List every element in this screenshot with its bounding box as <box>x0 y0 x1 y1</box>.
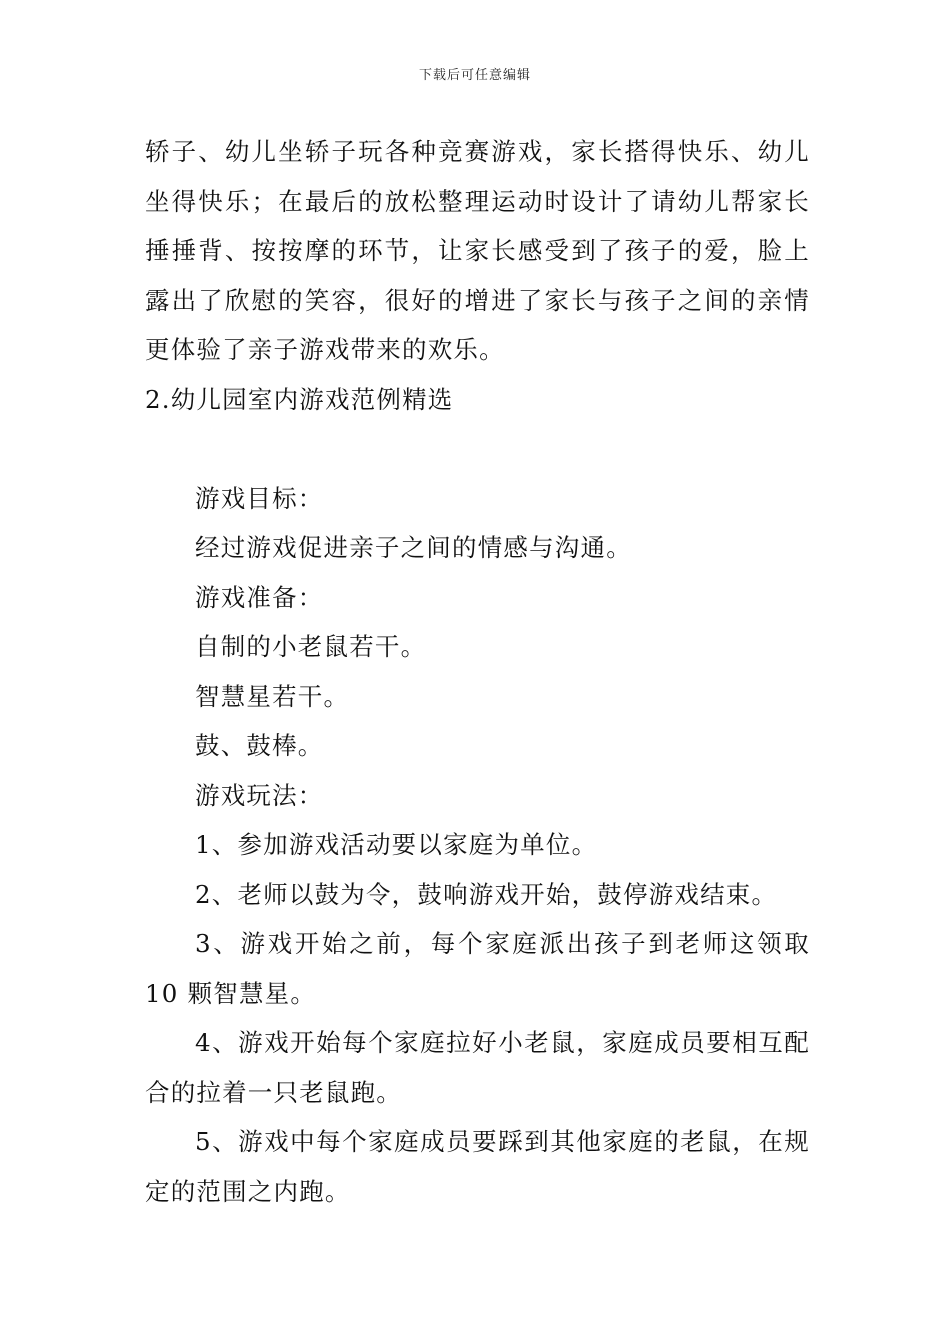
goal-text: 经过游戏促进亲子之间的情感与沟通。 <box>195 533 632 562</box>
section-title: 2.幼儿园室内游戏范例精选 <box>145 384 454 414</box>
rule-item: 5、游戏中每个家庭成员要踩到其他家庭的老鼠，在规定的范围之内跑。 <box>145 1127 810 1206</box>
rule-item: 1、参加游戏活动要以家庭为单位。 <box>195 830 598 859</box>
rule-item: 3、游戏开始之前，每个家庭派出孩子到老师这领取 10 颗智慧星。 <box>145 929 810 1008</box>
prep-item: 鼓、鼓棒。 <box>195 731 324 760</box>
prep-item: 自制的小老鼠若干。 <box>195 632 427 661</box>
document-body <box>145 127 810 1216</box>
intro-paragraph: 轿子、幼儿坐轿子玩各种竞赛游戏，家长搭得快乐、幼儿坐得快乐；在最后的放松整理运动时设计了请幼儿帮家长捶捶背、按按摩的环节，让家长感受到了孩子的爱，脸上露出了欣慰的笑容，很好的增进了家长与孩子之间的亲情更体验了亲子游戏带来的欢乐。 <box>145 137 810 364</box>
blank-line <box>145 424 810 474</box>
goal-heading: 游戏目标： <box>195 483 324 513</box>
prep-item: 智慧星若干。 <box>195 681 350 711</box>
play-heading: 游戏玩法： <box>195 780 324 810</box>
page-header-watermark: 下载后可任意编辑 <box>418 68 531 83</box>
rule-item: 2、老师以鼓为令，鼓响游戏开始，鼓停游戏结束。 <box>195 879 778 909</box>
rule-item: 4、游戏开始每个家庭拉好小老鼠，家庭成员要相互配合的拉着一只老鼠跑。 <box>145 1028 810 1107</box>
prep-heading: 游戏准备： <box>195 582 324 612</box>
